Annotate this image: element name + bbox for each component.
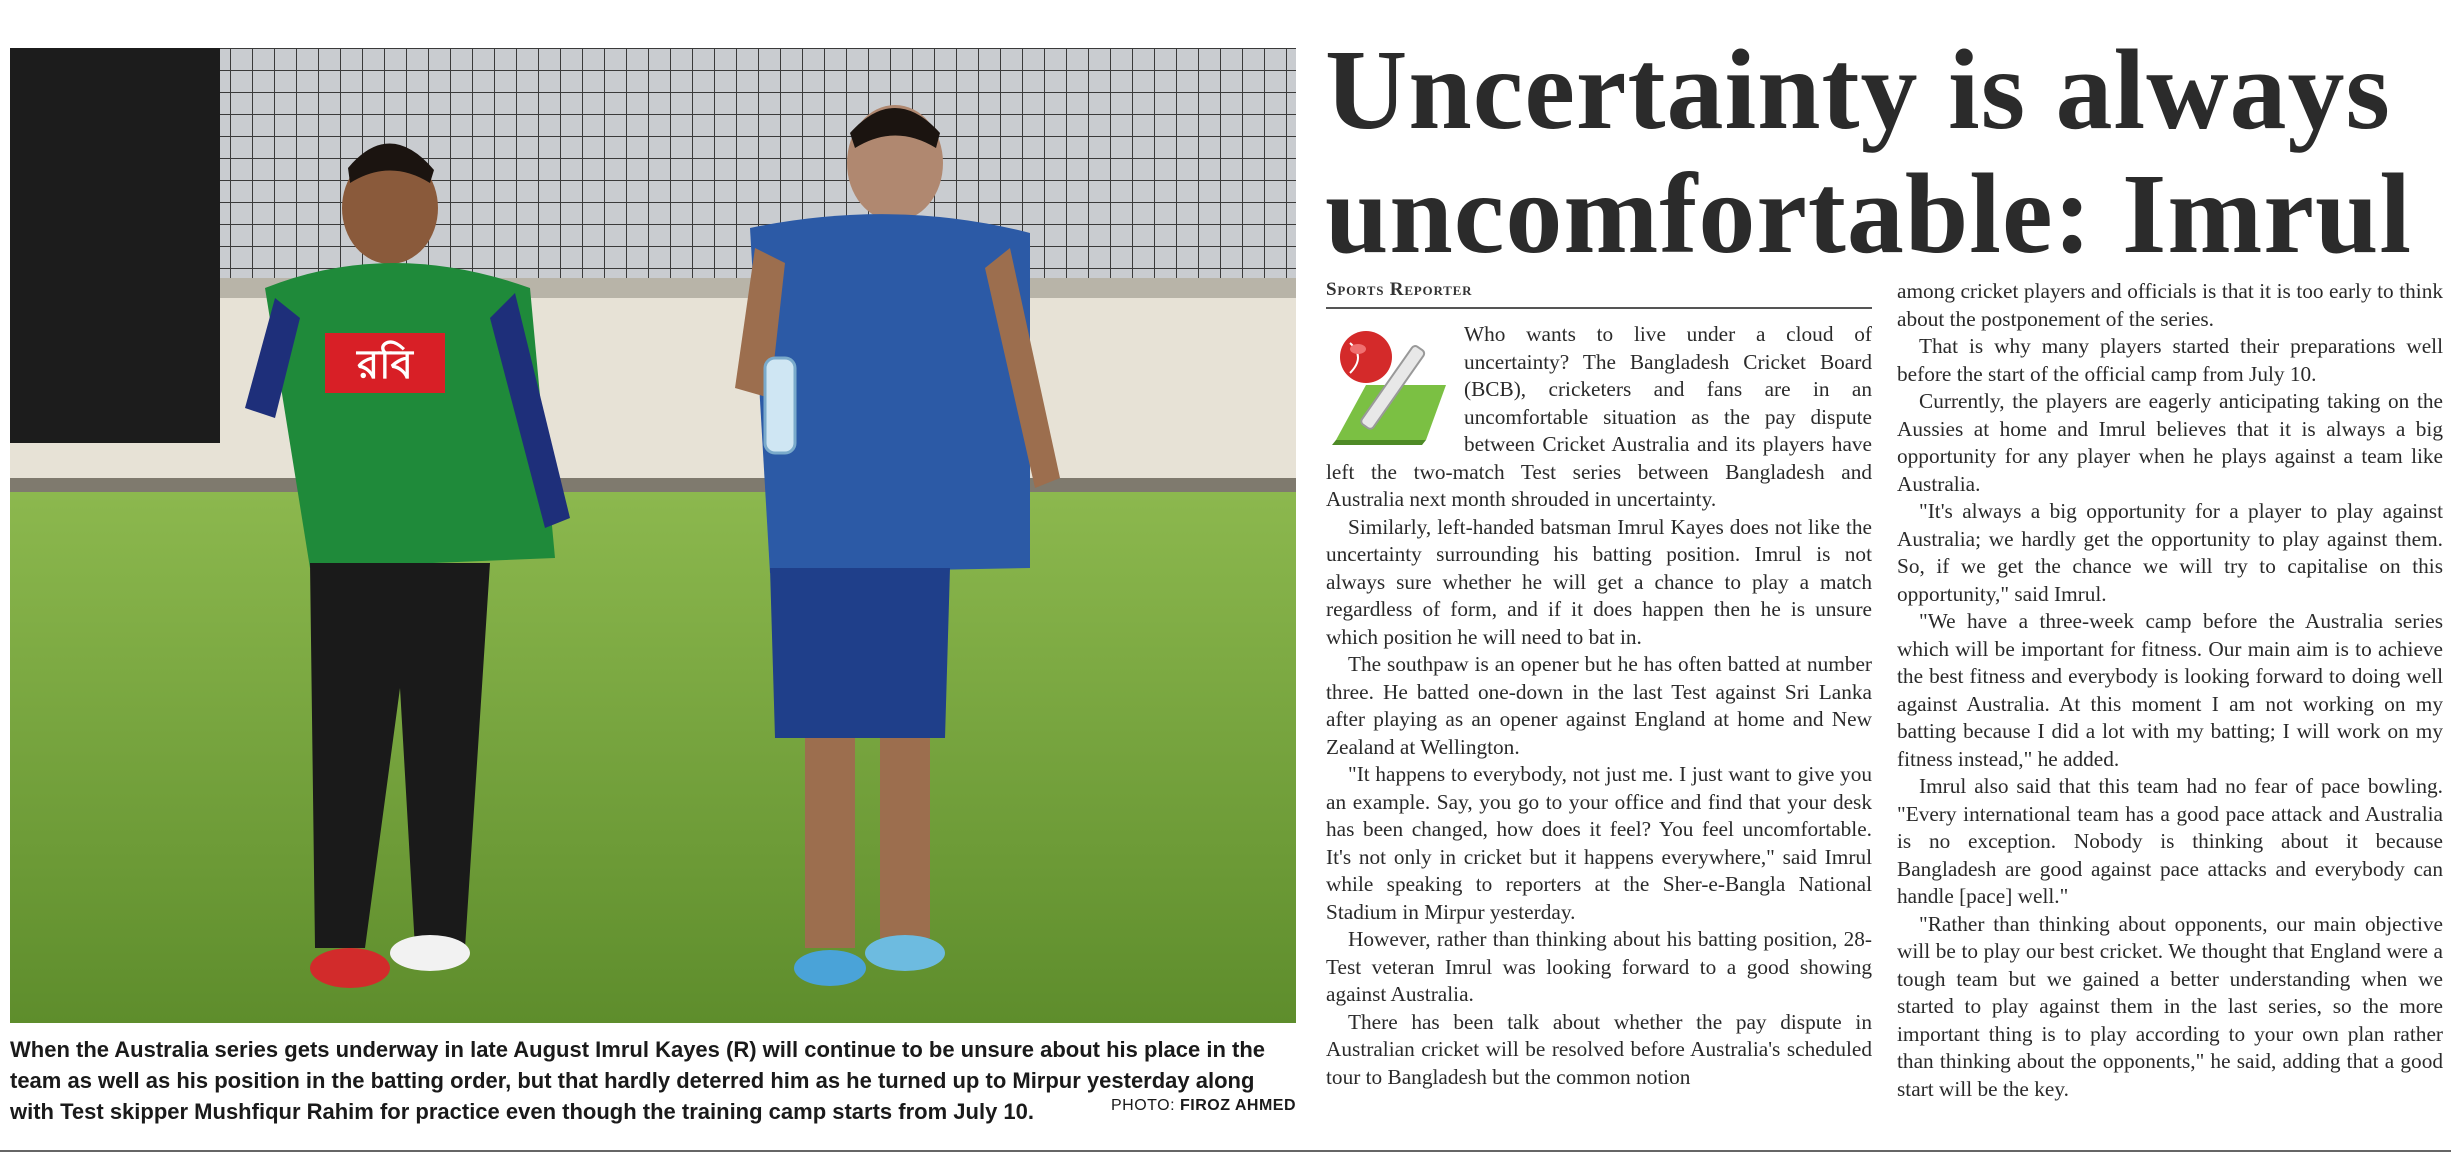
photo-credit-label: PHOTO:: [1110, 1097, 1176, 1114]
article-column-2: [1897, 278, 2443, 1103]
bottom-rule: [0, 1150, 2451, 1152]
cricket-ball-bat-icon: [1326, 325, 1452, 445]
photo-caption: When the Australia series gets underway in late August Imrul Kayes (R) will continue to be unsure about his place in the team as well as his position in the batting order, but that hardly deterred him as he turned up to Mirpur yesterday along with Test skipper Mushfiqur Rahim for practice even though the training camp starts from July 10.: [10, 1037, 1266, 1124]
paragraph: Similarly, left-handed batsman Imrul Kayes does not like the uncertainty surrounding his batting position. Imrul is not always sure whether he will get a chance to play a match regardless of form, and if it does happen then he is unsure which position he will need to bat in.: [1326, 514, 1872, 649]
paragraph: among cricket players and officials is that it is too early to think about the postponement of the series.: [1897, 279, 2443, 331]
paragraph: "We have a three-week camp before the Australia series which will be important for fitness. Our main aim is to achieve the best fitness and everybody is looking forward to doing well against Australia. At this moment I am not working on my batting because I did a lot with my batting; I will work on my fitness instead," he added.: [1897, 609, 2443, 771]
paragraph: Who wants to live under a cloud of uncertainty? The Bangladesh Cricket Board (BCB), cricketers and fans are in an uncomfortable situation as the pay dispute between Cricket Australia and its players have left the two-match Test series between Bangladesh and Australia next month shrouded in uncertainty.: [1326, 322, 1872, 511]
jersey-sponsor-text: রবি: [357, 342, 413, 388]
photo-credit: [1111, 1097, 1296, 1115]
paragraph: Imrul also said that this team had no fear of pace bowling. "Every international team has a good pace attack and Australia is no exception. Nobody is thinking about it because Bangladesh are good against pace attacks and everybody can handle [pace] well.": [1897, 774, 2443, 908]
paragraph: Currently, the players are eagerly anticipating taking on the Aussies at home and Imrul believes that it is always a big opportunity for any player when he plays against a team like Australia.: [1897, 389, 2443, 496]
paragraph: That is why many players started their preparations well before the start of the official camp from July 10.: [1897, 334, 2443, 386]
photo-credit-name: FIROZ AHMED: [1179, 1097, 1296, 1114]
paragraph: There has been talk about whether the pay dispute in Australian cricket will be resolved before Australia's scheduled tour to Bangladesh but the common notion: [1326, 1009, 1872, 1089]
paragraph: The southpaw is an opener but he has often batted at number three. He batted one-down in the last Test against Sri Lanka after playing as an opener against England at home and New Zealand at Wellington.: [1326, 652, 1872, 759]
article-column-1: [1326, 321, 1872, 1091]
paragraph: "It happens to everybody, not just me. I just want to give you an example. Say, you go to your office and find that your desk has been changed, how does it feel? You feel uncomfortable. It's not only in cricket but it happens everywhere," said Imrul while speaking to reporters at the Sher-e-Bangla National Stadium in Mirpur yesterday.: [1326, 762, 1872, 924]
paragraph: "It's always a big opportunity for a player to play against Australia; we hardly get the opportunity to play against them. So, if we get the chance we will try to capitalise on this opportunity," said Imrul.: [1897, 499, 2443, 606]
paragraph: "Rather than thinking about opponents, our main objective will be to play our best cricket. We thought that England were a tough team but we gained a better understanding when we started to play against them in the last series, so the more important thing is to play according to your own plan rather than thinking about the opponents," he said, adding that a good start will be the key.: [1897, 911, 2443, 1101]
paragraph: However, rather than thinking about his batting position, 28-Test veteran Imrul was looking forward to a good showing against Australia.: [1326, 927, 1872, 1006]
article-photo: [10, 48, 1296, 1023]
headline: Uncertainty is always uncomfortable: Imrul: [1325, 26, 2413, 277]
byline: Sports Reporter: [1326, 279, 1872, 309]
